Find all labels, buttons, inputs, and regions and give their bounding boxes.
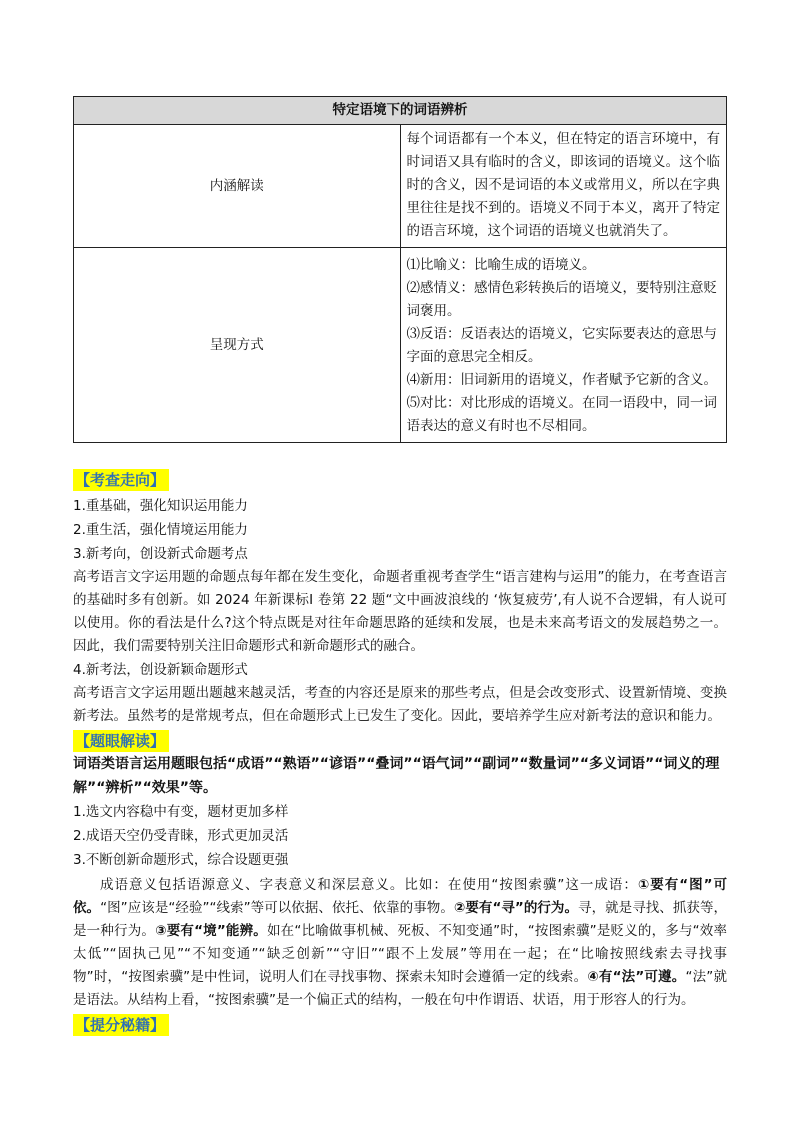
section-heading: 【题眼解读】 [73,730,169,752]
list-item: 1.重基础，强化知识运用能力 [73,498,248,514]
list-item: 3.新考向，创设新式命题考点 [73,546,248,562]
list-item: ⑷新用：旧词新用的语境义，作者赋予它新的含义。 [406,372,717,388]
list-item: ⑸对比：对比形成的语境义。在同一语段中，同一词语表达的意义有时也不尽相同。 [406,395,717,434]
point-heading: ③要有“境”能辨。 [155,923,267,939]
point-heading: ①要有“图”可依。 [73,877,727,916]
list-item: 2.重生活，强化情境运用能力 [73,522,248,538]
paragraph-text: 寻，就是寻找、抓获等，是一种行为。 [73,900,727,939]
row-content [400,248,727,443]
list-item: 3.不断创新命题形式，综合设题更强 [73,852,289,868]
section-exam-trend [73,465,727,728]
list-item: ⑴比喻义：比喻生成的语境义。 [406,257,596,273]
section-key-reading [73,728,727,1012]
table-title: 特定语境下的词语辨析 [74,97,727,125]
list-item: 1.选文内容稳中有变，题材更加多样 [73,804,289,820]
paragraph: 高考语言文字运用题出题越来越灵活，考查的内容还是原来的那些考点，但是会改变形式、设置新情境、变换新考法。虽然考的是常规考点，但在命题形式上已发生了变化。因此，要培养学生应对新考法的意识和能力。 [73,685,727,724]
list-item: ⑶反语：反语表达的语境义，它实际要表达的意思与字面的意思完全相反。 [406,326,717,365]
row-content: 每个词语都有一个本义，但在特定的语言环境中，有时词语又具有临时的含义，即该词的语境义。这个临时的含义，因不是词语的本义或常用义，所以在字典里往往是找不到的。语境义不同于本义，离开了特定的语言环境，这个词语的语境义也就消失了。 [400,125,727,248]
paragraph-text: 如在“比喻做事机械、死板、不知变通”时，“按图索骥”是贬义的，多与“效率太低”“固执己见”“不知变通”“缺乏创新”“守旧”“跟不上发展”等用在一起；在“比喻按照线索去寻找事物”时，“按图索骥”是中性词，说明人们在寻找事物、探索未知时会遵循一定的线索。 [73,923,727,985]
paragraph: 高考语言文字运用题的命题点每年都在发生变化，命题者重视考查学生“语言建构与运用”的能力，在考查语言的基础时多有创新。如 2024 年新课标Ⅰ 卷第 22 题“文中画波浪线的 ‘恢复疲劳’,有人说不合逻辑，有人说可以使用。你的看法是什么?这个特点既是对往年命题思路的延续和发展，也是未来高考语文的发展趋势之一。因此，我们需要特别关注旧命题形式和新命题形式的融合。 [73,569,727,654]
table-row [74,125,727,248]
page-content [73,96,727,1036]
paragraph-text: “法”就是语法。从结构上看，“按图索骥”是一个偏正式的结构，一般在句中作谓语、状语，用于形容人的行为。 [73,969,727,1008]
paragraph [73,874,727,1012]
list-item: 2.成语天空仍受青睐，形式更加灵活 [73,828,289,844]
section-heading: 【考查走向】 [73,469,169,491]
lead-paragraph: 词语类语言运用题眼包括“成语”“熟语”“谚语”“叠词”“语气词”“副词”“数量词”“多义词语”“词义的理解”“辨析”“效果”等。 [73,756,720,796]
list-item: 4.新考法，创设新颖命题形式 [73,662,248,678]
section-heading: 【提分秘籍】 [73,1014,169,1036]
row-label: 内涵解读 [74,125,401,248]
point-heading: ④有“法”可遵。 [587,969,686,985]
row-label: 呈现方式 [74,248,401,443]
section-tips [73,1012,727,1036]
paragraph-text: 成语意义包括语源意义、字表意义和深层意义。比如：在使用“按图索骥”这一成语： [100,877,638,893]
paragraph-text: “图”应该是“经验”“线索”等可以依据、依托、依靠的事物。 [100,900,454,916]
concept-table [73,96,727,443]
point-heading: ②要有“寻”的行为。 [453,900,579,916]
table-row [74,248,727,443]
list-item: ⑵感情义：感情色彩转换后的语境义，要特别注意贬词褒用。 [406,280,717,319]
